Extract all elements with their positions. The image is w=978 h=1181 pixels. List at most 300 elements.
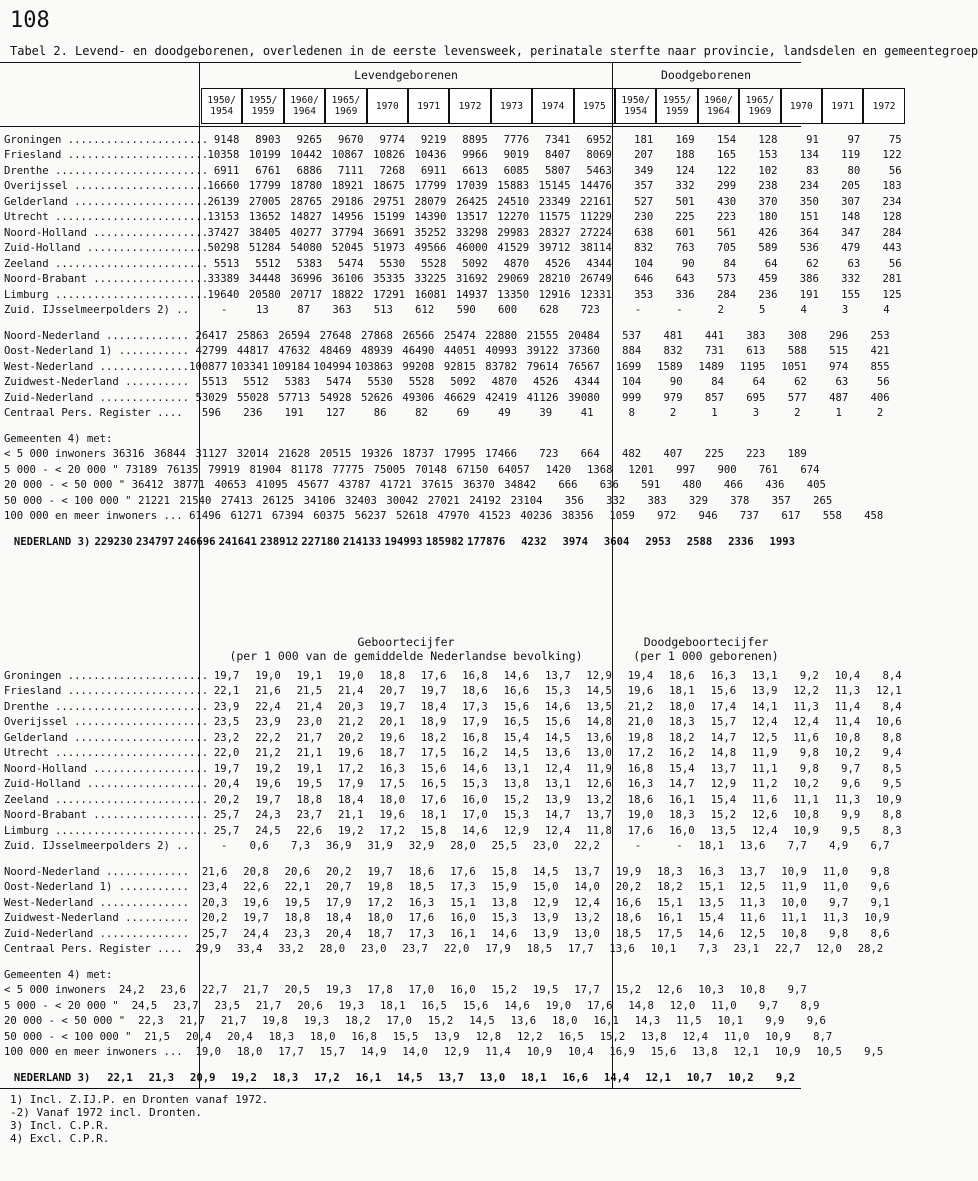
table-cell: 38405: [248, 226, 281, 239]
table-cell: 10436: [414, 149, 447, 162]
table-cell: 14,5: [586, 685, 612, 698]
row-label: Utrecht ........................: [4, 747, 209, 760]
table-cell: 16,0: [669, 824, 695, 837]
table-cell: 36996: [290, 273, 323, 286]
table-cell: 8,6: [870, 927, 890, 940]
year-header-levend-4: 1970: [367, 88, 408, 124]
table-cell: 36316: [112, 448, 145, 461]
table-cell: 11,3: [793, 700, 819, 713]
table-cell: 119: [841, 149, 861, 162]
table-cell: 16,6: [615, 896, 642, 909]
table-cell: 14,5: [532, 865, 559, 878]
table-cell: 8,4: [882, 669, 902, 682]
table-row: [2, 478, 826, 494]
table-cell: 421: [870, 345, 890, 358]
table-cell: 9,8: [829, 927, 849, 940]
table-cell: 6085: [503, 164, 530, 177]
table-cell: 363: [332, 304, 352, 317]
table-row: [2, 983, 807, 999]
table-cell: 974: [829, 360, 849, 373]
table-cell: 17,4: [710, 700, 737, 713]
table-cell: 855: [870, 360, 890, 373]
table-cell: 2588: [686, 535, 713, 548]
table-cell: 19,1: [296, 669, 323, 682]
table-cell: 11,6: [739, 912, 766, 925]
table-cell: 20,7: [379, 685, 405, 698]
table-cell: 17,9: [485, 943, 511, 956]
table-cell: 17,6: [627, 824, 654, 837]
table-cell: 15,3: [503, 809, 530, 822]
table-cell: 857: [704, 391, 725, 404]
table-cell: 84: [723, 257, 737, 270]
table-cell: 17,6: [450, 865, 476, 878]
table-cell: 16,3: [379, 762, 405, 775]
table-cell: 13652: [248, 211, 281, 224]
table-cell: 17,8: [367, 984, 393, 997]
table-cell: 466: [723, 479, 744, 492]
table-cell: 17,3: [408, 927, 435, 940]
table-row: [2, 344, 890, 360]
table-cell: 5528: [408, 376, 435, 389]
table-cell: 11,9: [586, 762, 612, 775]
table-cell: 17,2: [338, 762, 364, 775]
table-cell: 9,9: [841, 809, 861, 822]
table-cell: 4526: [545, 257, 571, 270]
table-row: [2, 761, 902, 777]
table-cell: 23,0: [532, 840, 559, 853]
table-cell: 617: [781, 510, 801, 523]
table-cell: 18,3: [268, 1030, 295, 1043]
table-cell: 21,5: [144, 1030, 170, 1043]
table-cell: 40993: [485, 345, 518, 358]
table-cell: 21,1: [338, 809, 364, 822]
table-cell: 19,7: [379, 700, 405, 713]
table-cell: 16,6: [503, 685, 530, 698]
table-cell: 14,8: [710, 747, 737, 760]
table-cell: 13,7: [739, 865, 766, 878]
table-cell: 8,4: [882, 700, 902, 713]
table-cell: 12,4: [545, 824, 571, 837]
table-cell: 12,6: [657, 984, 683, 997]
table-cell: 17,2: [314, 1071, 340, 1084]
table-cell: 19,5: [532, 984, 559, 997]
absolute-numbers-table: [2, 132, 902, 550]
table-cell: 13,1: [503, 762, 530, 775]
table-cell: 18675: [373, 180, 405, 193]
row-label: < 5 000 inwoners: [4, 448, 107, 461]
table-cell: 38114: [580, 242, 612, 255]
table-cell: 9,5: [882, 778, 902, 791]
table-row: [2, 194, 902, 210]
table-cell: 25,7: [201, 927, 228, 940]
table-cell: 22,2: [574, 840, 600, 853]
table-cell: 674: [800, 463, 820, 476]
table-cell: 18,4: [338, 793, 364, 806]
table-cell: 8,3: [882, 824, 902, 837]
table-cell: 5474: [326, 376, 352, 389]
table-cell: 20,7: [326, 881, 352, 894]
row-label: Noord-Nederland .............: [4, 865, 189, 878]
table-cell: 15,4: [698, 912, 725, 925]
table-cell: 10,5: [816, 1046, 842, 1059]
table-cell: 946: [698, 510, 718, 523]
row-label: 100 000 en meer inwoners ...: [4, 1046, 183, 1059]
table-cell: 63: [847, 257, 861, 270]
table-cell: 10,9: [781, 865, 807, 878]
row-label: Oost-Nederland 1) ...........: [4, 345, 189, 358]
table-cell: 1699: [615, 360, 642, 373]
table-cell: 19,8: [262, 1015, 288, 1028]
table-cell: 10,7: [686, 1071, 713, 1084]
table-cell: 191: [284, 407, 304, 420]
table-cell: 18,6: [627, 793, 654, 806]
table-cell: 8407: [545, 149, 571, 162]
table-cell: 18780: [290, 180, 323, 193]
table-cell: 64057: [497, 463, 530, 476]
table-cell: 2: [876, 407, 884, 420]
table-cell: 7776: [503, 133, 530, 146]
table-cell: 29983: [497, 226, 530, 239]
table-cell: 19,6: [255, 778, 281, 791]
table-cell: 12,1: [645, 1071, 671, 1084]
table-cell: 588: [787, 345, 807, 358]
row-label: Zuid-Holland ...................: [4, 242, 209, 255]
year-header-levend-3: 1965/ 1969: [325, 88, 366, 124]
table-cell: 1: [835, 407, 842, 420]
table-cell: 4344: [574, 376, 600, 389]
table-cell: 10199: [248, 149, 281, 162]
year-header-levend-1: 1955/ 1959: [242, 88, 283, 124]
row-label: Overijssel .....................: [4, 716, 209, 729]
table-cell: 31127: [195, 448, 228, 461]
table-cell: 23,0: [361, 943, 387, 956]
table-cell: 10826: [373, 149, 405, 162]
table-cell: 20,4: [326, 927, 352, 940]
year-header-levend-8: 1974: [532, 88, 573, 124]
table-cell: 10,8: [793, 809, 819, 822]
table-cell: 38771: [173, 479, 205, 492]
table-cell: 22,7: [201, 984, 228, 997]
table-cell: 11,6: [793, 731, 819, 744]
table-cell: 17995: [443, 448, 476, 461]
table-cell: 188: [675, 149, 695, 162]
table-cell: 33389: [207, 273, 240, 286]
table-cell: 332: [841, 273, 861, 286]
table-cell: 405: [806, 479, 826, 492]
table-cell: 29,9: [195, 943, 221, 956]
table-row: [2, 1014, 826, 1030]
table-cell: 109184: [271, 360, 311, 373]
table-cell: 0,6: [249, 840, 269, 853]
table-cell: 17,6: [420, 669, 447, 682]
table-cell: 12,2: [516, 1030, 543, 1043]
table-cell: 29186: [331, 195, 364, 208]
table-cell: 11,4: [485, 1046, 511, 1059]
table-cell: 353: [634, 288, 654, 301]
table-cell: 14,1: [751, 700, 778, 713]
table-cell: 63: [835, 376, 849, 389]
table-cell: 501: [675, 195, 695, 208]
table-cell: 81178: [290, 463, 323, 476]
table-cell: 14,7: [545, 809, 571, 822]
table-cell: 12270: [497, 211, 530, 224]
table-cell: 13,2: [574, 912, 600, 925]
table-cell: 12,9: [443, 1046, 470, 1059]
table-cell: 2: [794, 407, 801, 420]
table-cell: 357: [771, 494, 791, 507]
table-cell: 55028: [236, 391, 269, 404]
table-cell: 38356: [561, 510, 594, 523]
table-cell: 18,2: [345, 1015, 371, 1028]
table-cell: 27021: [427, 494, 460, 507]
table-cell: 22,0: [213, 747, 240, 760]
table-cell: 13,5: [586, 700, 612, 713]
table-cell: 22,1: [284, 881, 311, 894]
table-row: [2, 447, 807, 463]
table-cell: 15,7: [710, 716, 737, 729]
table-cell: 194993: [384, 535, 423, 548]
table-cell: 9265: [296, 133, 323, 146]
table-cell: 515: [829, 345, 849, 358]
table-cell: 9,5: [841, 824, 861, 837]
table-cell: 76567: [567, 360, 600, 373]
table-cell: 16,5: [421, 999, 447, 1012]
table-cell: 9019: [503, 149, 530, 162]
table-cell: 1589: [657, 360, 683, 373]
table-cell: 16,8: [462, 731, 488, 744]
table-cell: 383: [647, 494, 667, 507]
table-cell: 73189: [125, 463, 158, 476]
table-cell: 41095: [255, 479, 288, 492]
table-cell: 8069: [586, 149, 612, 162]
table-cell: 10,4: [567, 1046, 594, 1059]
table-cell: 21,3: [148, 1071, 175, 1084]
table-cell: 18737: [402, 448, 435, 461]
table-cell: 15,3: [462, 778, 488, 791]
table-cell: 16,5: [503, 716, 530, 729]
table-cell: 4344: [586, 257, 612, 270]
table-cell: 21628: [278, 448, 311, 461]
row-label: Zuid-Holland ...................: [4, 778, 209, 791]
table-cell: 13,6: [586, 731, 612, 744]
table-cell: 42419: [485, 391, 518, 404]
table-row: [2, 668, 902, 684]
table-cell: 5474: [338, 257, 364, 270]
table-cell: 558: [822, 510, 842, 523]
table-cell: 16,8: [351, 1030, 377, 1043]
table-cell: 9,7: [787, 984, 807, 997]
table-cell: 18,0: [551, 1015, 578, 1028]
table-cell: 14,4: [603, 1071, 630, 1084]
table-cell: 36,9: [326, 840, 352, 853]
table-cell: 513: [373, 304, 393, 317]
table-cell: 19,0: [627, 809, 654, 822]
table-cell: 23,3: [284, 927, 311, 940]
table-cell: 37615: [421, 479, 454, 492]
table-cell: -: [676, 304, 683, 317]
table-cell: 9,8: [799, 762, 819, 775]
table-cell: 9,2: [775, 1071, 795, 1084]
year-header-levend-6: 1972: [449, 88, 490, 124]
table-cell: 223: [746, 448, 766, 461]
row-label: 20 000 - < 50 000 ": [4, 479, 126, 492]
table-row: [2, 699, 902, 715]
table-cell: 13,7: [438, 1071, 464, 1084]
table-cell: 67150: [456, 463, 489, 476]
table-cell: 19,5: [296, 778, 323, 791]
table-cell: 308: [787, 329, 807, 342]
row-label: Limburg ........................: [4, 288, 209, 301]
table-cell: 18,3: [657, 865, 683, 878]
group-levendgeborenen: Levendgeborenen: [354, 68, 458, 82]
table-cell: 13,6: [609, 943, 635, 956]
table-cell: 9,7: [841, 762, 861, 775]
table-cell: 19,2: [338, 824, 364, 837]
table-cell: 17466: [485, 448, 517, 461]
table-cell: 23104: [510, 494, 543, 507]
table-cell: 11575: [538, 211, 571, 224]
table-row: [2, 210, 902, 226]
top-rule: [0, 62, 801, 63]
table-cell: 9,8: [870, 865, 890, 878]
table-cell: 18,9: [420, 716, 447, 729]
table-cell: 14,7: [710, 731, 737, 744]
table-cell: 28,2: [857, 943, 884, 956]
table-cell: 16,8: [627, 762, 654, 775]
table-cell: 97: [847, 133, 861, 146]
table-cell: 5512: [255, 257, 281, 270]
table-cell: 16,0: [450, 984, 476, 997]
table-cell: 13,0: [586, 747, 612, 760]
table-cell: 18,5: [615, 927, 642, 940]
table-cell: 666: [558, 479, 578, 492]
table-cell: 12,1: [876, 685, 902, 698]
table-cell: 370: [758, 195, 778, 208]
table-cell: 14,5: [396, 1071, 423, 1084]
table-cell: 13,7: [586, 809, 612, 822]
table-cell: 16,3: [627, 778, 654, 791]
table-cell: 459: [758, 273, 778, 286]
table-cell: 28210: [538, 273, 571, 286]
table-cell: 13,9: [532, 927, 559, 940]
table-row: [2, 287, 902, 303]
page-number: 108: [10, 8, 50, 33]
table-cell: 27005: [248, 195, 281, 208]
table-cell: 20,6: [297, 999, 323, 1012]
table-cell: 17,2: [367, 896, 393, 909]
table-cell: 832: [663, 345, 683, 358]
table-cell: 13,7: [545, 669, 571, 682]
table-cell: 17,6: [408, 912, 435, 925]
table-cell: 234797: [135, 535, 175, 548]
table-cell: 79614: [526, 360, 559, 373]
table-cell: 34448: [248, 273, 281, 286]
table-cell: 16,2: [669, 747, 695, 760]
table-cell: 832: [634, 242, 654, 255]
table-cell: 10442: [290, 149, 323, 162]
table-cell: 10,1: [717, 1015, 744, 1028]
table-cell: 13,2: [586, 793, 612, 806]
row-label: NEDERLAND 3): [13, 1071, 91, 1084]
table-row: [2, 895, 890, 911]
table-cell: 16,8: [462, 669, 488, 682]
table-cell: -: [220, 840, 228, 853]
table-cell: 21,7: [255, 999, 282, 1012]
table-cell: 15,6: [710, 685, 737, 698]
table-cell: 15,2: [599, 1030, 626, 1043]
row-label: Zuid-Nederland ..............: [4, 927, 189, 940]
table-cell: 18,2: [657, 881, 683, 894]
table-row: [2, 163, 902, 179]
table-row: [2, 864, 890, 880]
table-cell: 60375: [313, 510, 346, 523]
table-cell: 6613: [462, 164, 488, 177]
table-cell: 19326: [360, 448, 393, 461]
table-cell: 39080: [567, 391, 600, 404]
table-cell: 57713: [278, 391, 311, 404]
table-cell: 20,4: [213, 778, 240, 791]
table-cell: 1195: [739, 360, 766, 373]
table-cell: 7268: [379, 164, 405, 177]
table-cell: 19,7: [213, 669, 240, 682]
table-row: [2, 375, 890, 391]
bottom-rule: [0, 1088, 801, 1089]
table-cell: 23,7: [173, 999, 199, 1012]
table-cell: 12,4: [751, 716, 778, 729]
table-cell: 5092: [450, 376, 476, 389]
table-cell: 13,6: [545, 747, 571, 760]
table-cell: 41: [580, 407, 594, 420]
table-cell: 122: [716, 164, 737, 177]
table-cell: 54080: [290, 242, 323, 255]
stillbirth-rate-title: Doodgeboortecijfer (per 1 000 geborenen): [633, 635, 779, 663]
table-cell: 10,0: [781, 896, 807, 909]
table-cell: 15,2: [427, 1015, 454, 1028]
table-cell: 17,0: [408, 984, 435, 997]
table-cell: 19,0: [338, 669, 364, 682]
table-cell: 9,2: [799, 669, 819, 682]
table-cell: 482: [622, 448, 642, 461]
table-cell: 19,8: [367, 881, 393, 894]
table-cell: 357: [634, 180, 654, 193]
table-cell: 8,5: [882, 762, 902, 775]
table-cell: 15,6: [462, 999, 489, 1012]
table-cell: 24192: [469, 494, 502, 507]
table-cell: 20,4: [185, 1030, 212, 1043]
table-row: [2, 462, 820, 478]
table-cell: -: [220, 304, 228, 317]
table-cell: 19,2: [231, 1071, 257, 1084]
table-cell: 15,2: [503, 793, 530, 806]
table-cell: 487: [829, 391, 849, 404]
table-row: [2, 998, 820, 1014]
table-cell: 17799: [248, 180, 281, 193]
year-header-levend-7: 1973: [491, 88, 532, 124]
table-cell: 12,4: [793, 716, 819, 729]
table-cell: 8,9: [800, 999, 820, 1012]
table-cell: 20,2: [201, 912, 228, 925]
table-cell: 628: [539, 304, 559, 317]
table-cell: 11,2: [751, 778, 778, 791]
table-cell: 13,1: [751, 669, 778, 682]
table-cell: 35335: [373, 273, 405, 286]
table-cell: 9,7: [829, 896, 849, 909]
table-cell: 180: [758, 211, 778, 224]
table-cell: 20,2: [338, 731, 364, 744]
table-cell: 51284: [248, 242, 281, 255]
table-cell: 24,5: [255, 824, 281, 837]
table-cell: 2: [669, 407, 677, 420]
